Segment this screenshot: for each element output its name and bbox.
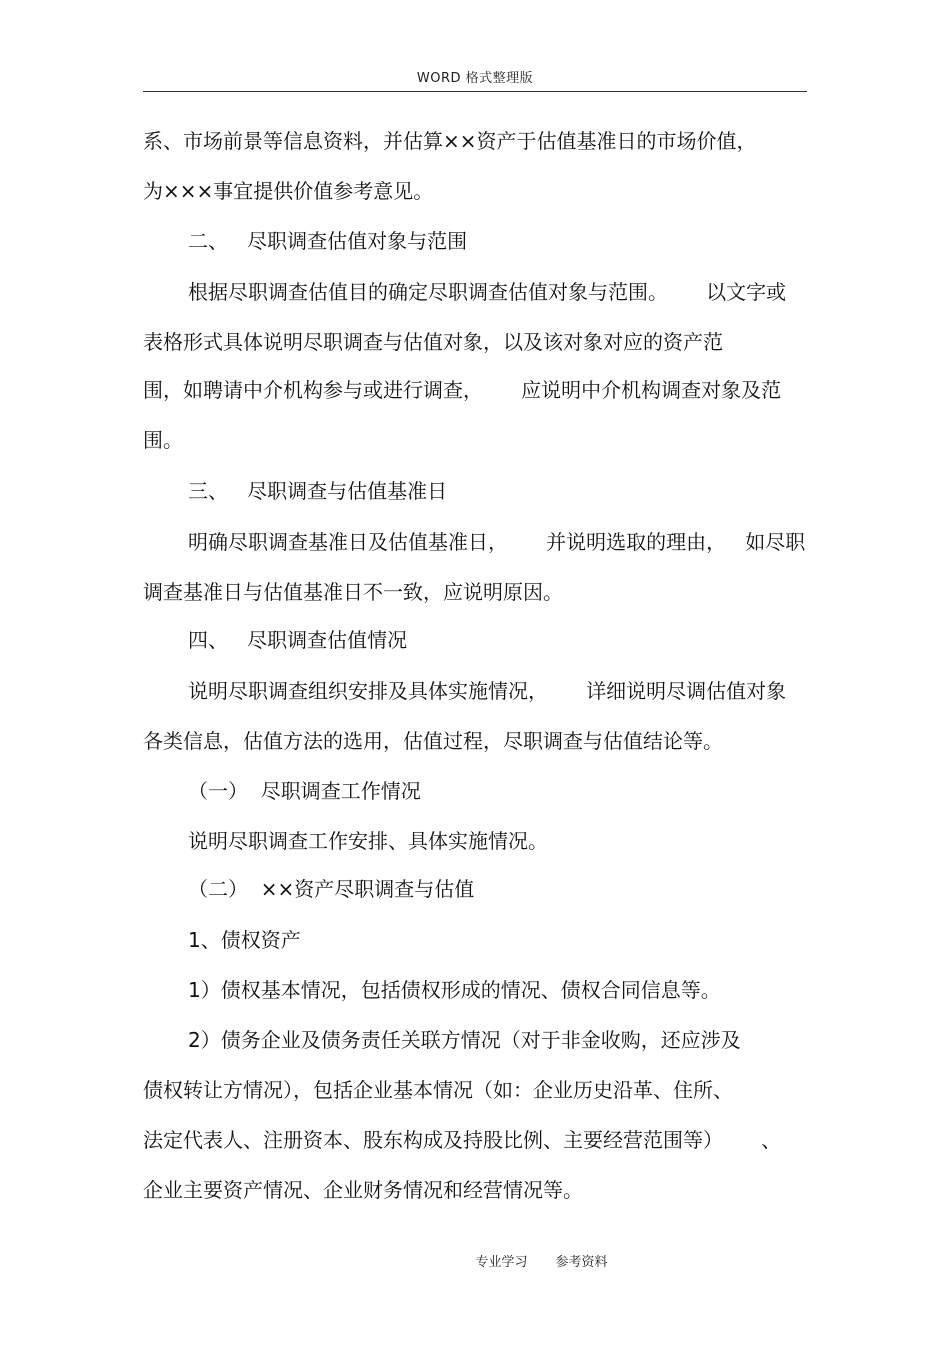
- page-header: WORD 格式整理版: [416, 71, 534, 86]
- section-heading-3: 三、 尽职调查与估值基准日: [188, 479, 448, 503]
- body-line-12: 1）债权基本情况，包括债权形成的情况、债权合同信息等。: [188, 978, 721, 1002]
- footer-right-text: 参考资料: [555, 1255, 608, 1270]
- body-line-13: 2）债务企业及债务责任关联方情况（对于非金收购，还应涉及: [188, 1028, 741, 1052]
- body-line-5: 围，如聘请中介机构参与或进行调查， 应说明中介机构调查对象及范: [143, 378, 782, 402]
- subsection-heading-2: （二） ××资产尽职调查与估值: [188, 877, 475, 901]
- body-line-11: 说明尽职调查工作安排、具体实施情况。: [188, 829, 548, 853]
- body-line-3: 根据尽职调查估值目的确定尽职调查估值对象与范围。 以文字或: [188, 280, 787, 304]
- body-line-6: 围。: [143, 428, 183, 452]
- body-line-16: 企业主要资产情况、企业财务情况和经营情况等。: [143, 1178, 583, 1202]
- header-rule: [143, 91, 807, 92]
- item-heading-1: 1、债权资产: [188, 928, 301, 952]
- page-footer: [0, 1251, 950, 1270]
- section-heading-4: 四、 尽职调查估值情况: [188, 628, 408, 652]
- footer-left-text: 专业学习: [475, 1255, 528, 1270]
- body-line-14: 债权转让方情况），包括企业基本情况（如：企业历史沿革、住所、: [143, 1078, 733, 1102]
- body-line-8: 调查基准日与估值基准日不一致，应说明原因。: [143, 580, 563, 604]
- body-line-15: 法定代表人、注册资本、股东构成及持股比例、主要经营范围等） 、: [143, 1128, 782, 1152]
- body-line-7: 明确尽职调查基准日及估值基准日， 并说明选取的理由， 如尽职: [188, 530, 806, 554]
- section-heading-2: 二、 尽职调查估值对象与范围: [188, 229, 468, 253]
- body-line-1: 系、市场前景等信息资料，并估算××资产于估值基准日的市场价值，: [143, 129, 757, 153]
- body-line-10: 各类信息，估值方法的选用，估值过程，尽职调查与估值结论等。: [143, 729, 723, 753]
- body-line-4: 表格形式具体说明尽职调查与估值对象，以及该对象对应的资产范: [143, 330, 723, 354]
- subsection-heading-1: （一） 尽职调查工作情况: [188, 779, 421, 803]
- body-line-2: 为×××事宜提供价值参考意见。: [143, 179, 434, 203]
- body-line-9: 说明尽职调查组织安排及具体实施情况， 详细说明尽调估值对象: [188, 679, 787, 703]
